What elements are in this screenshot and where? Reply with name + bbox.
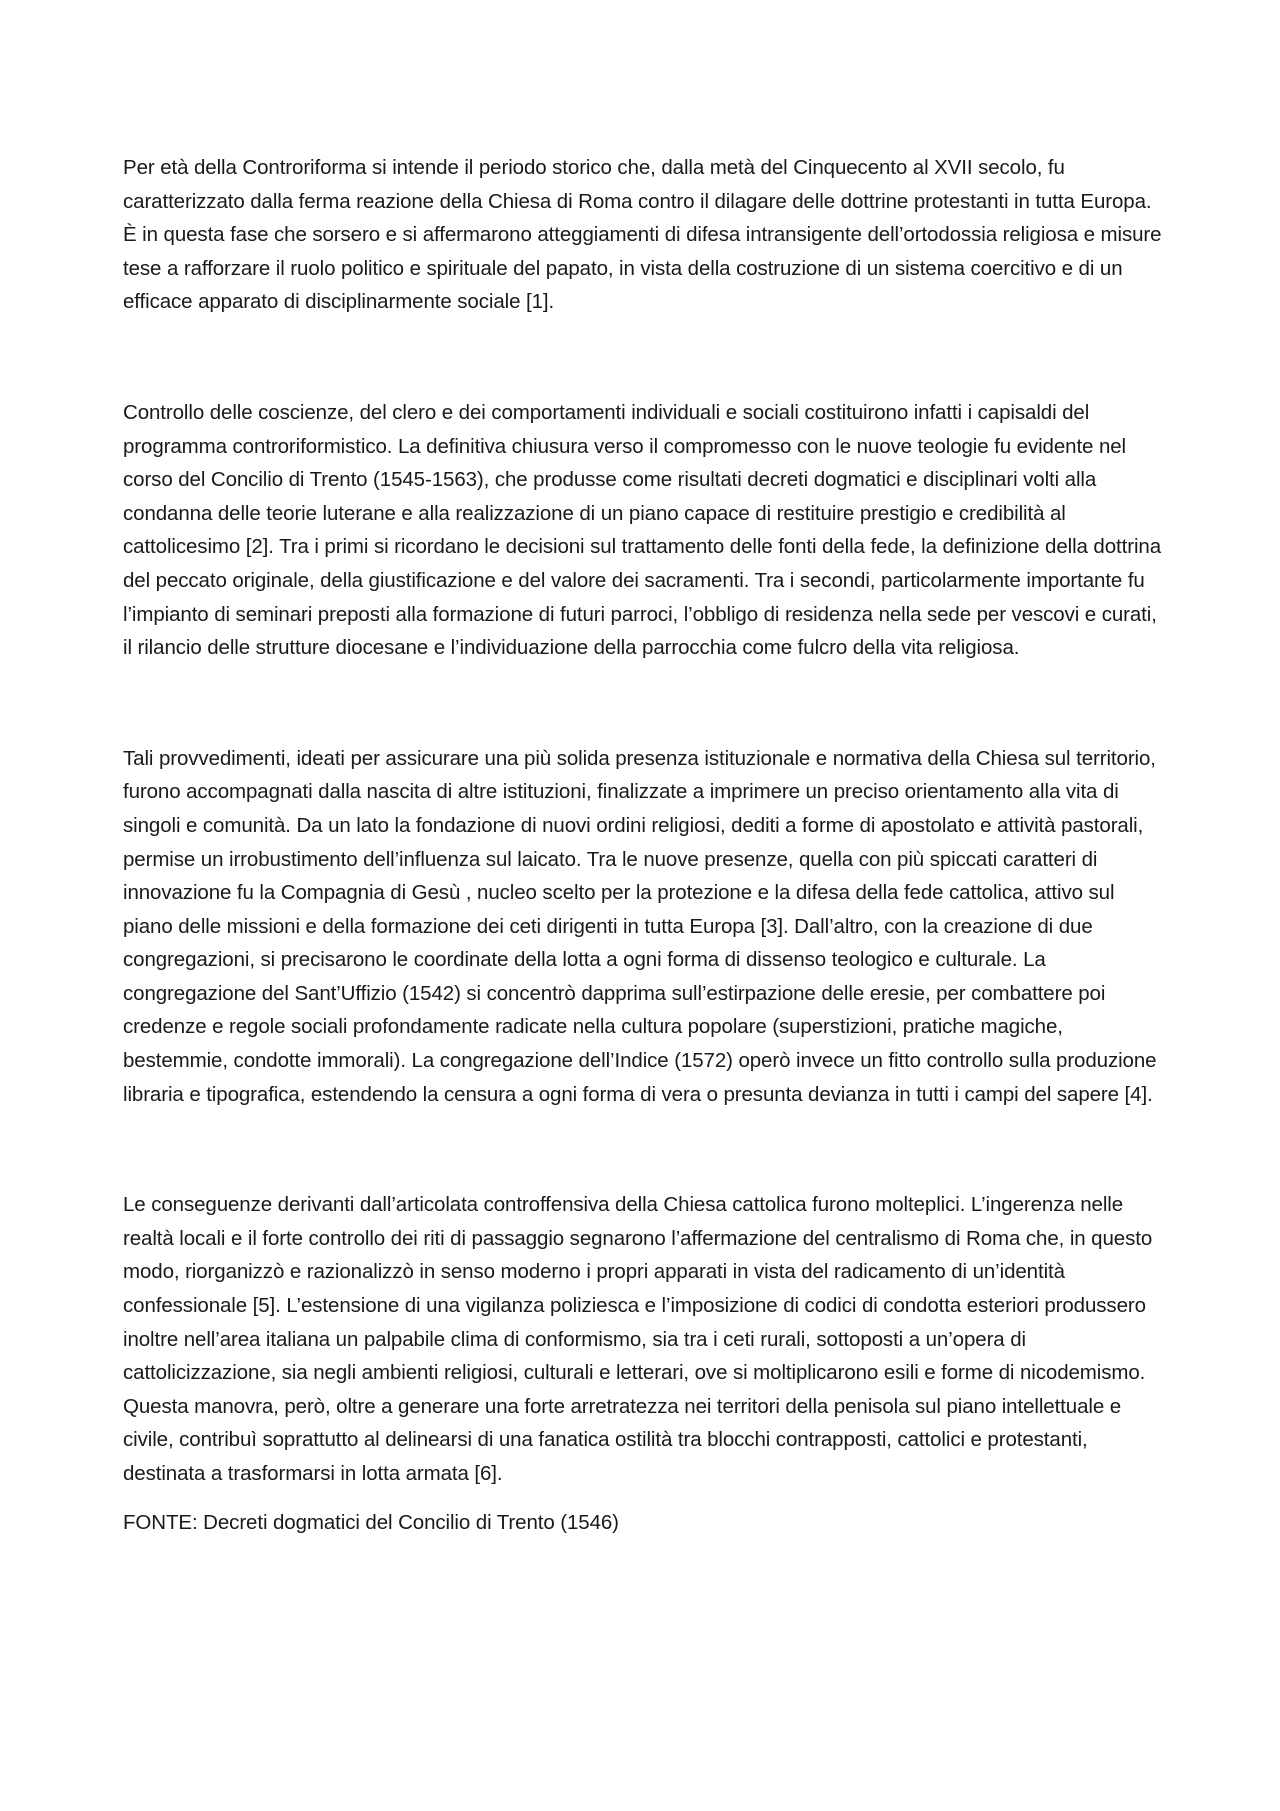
source-line: FONTE: Decreti dogmatici del Concilio di Trento (1546) [123, 1510, 619, 1534]
paragraph-intro: Per età della Controriforma si intende il periodo storico che, dalla metà del Cinquecento al XVII secolo, fu caratterizzato dalla ferma reazione della Chiesa di Roma contro il dilagare delle dottrine protestanti in tutta Europa. È in questa fase che sorsero e si affermarono atteggiamenti di difesa intransigente dell’ortodossia religiosa e misure tese a rafforzare il ruolo politico e spirituale del papato, in vista della costruzione di un sistema coercitivo e di un efficace apparato di disciplinarmente sociale [1]. [123, 156, 1162, 314]
paragraph-council-of-trent: Controllo delle coscienze, del clero e dei comportamenti individuali e sociali costituirono infatti i capisaldi del programma controriformistico. La definitiva chiusura verso il compromesso con le nuove teologie fu evidente nel corso del Concilio di Trento (1545-1563), che produsse come risultati decreti dogmatici e disciplinari volti alla condanna delle teorie luterane e alla realizzazione di un piano capace di restituire prestigio e credibilità al cattolicesimo [2]. Tra i primi si ricordano le decisioni sul trattamento delle fonti della fede, la definizione della dottrina del peccato originale, della giustificazione e del valore dei sacramenti. Tra i secondi, particolarmente importante fu l’impianto di seminari preposti alla formazione di futuri parroci, l’obbligo di residenza nella sede per vescovi e curati, il rilancio delle strutture diocesane e l’individuazione della parrocchia come fulcro della vita religiosa. [123, 400, 1161, 660]
paragraph-consequences: Le conseguenze derivanti dall’articolata controffensiva della Chiesa cattolica furono molteplici. L’ingerenza nelle realtà locali e il forte controllo dei riti di passaggio segnarono l’affermazione del centralismo di Roma che, in questo modo, riorganizzò e razionalizzò in senso moderno i propri apparati in vista del radicamento di un’identità confessionale [5]. L’estensione di una vigilanza poliziesca e l’imposizione di codici di condotta esteriori produssero inoltre nell’area italiana un palpabile clima di conformismo, sia tra i ceti rurali, sottoposti a un’opera di cattolicizzazione, sia negli ambienti religiosi, culturali e letterari, ove si moltiplicarono esili e forme di nicodemismo. Questa manovra, però, oltre a generare una forte arretratezza nei territori della penisola sul piano intellettuale e civile, contribuì soprattutto al delinearsi di una fanatica ostilità tra blocchi contrapposti, cattolici e protestanti, destinata a trasformarsi in lotta armata [6]. [123, 1193, 1153, 1485]
paragraph-institutions: Tali provvedimenti, ideati per assicurare una più solida presenza istituzionale e normativa della Chiesa sul territorio, furono accompagnati dalla nascita di altre istituzioni, finalizzate a imprimere un preciso orientamento alla vita di singoli e comunità. Da un lato la fondazione di nuovi ordini religiosi, dediti a forme di apostolato e attività pastorali, permise un irrobustimento dell’influenza sul laicato. Tra le nuove presenze, quella con più spiccati caratteri di innovazione fu la Compagnia di Gesù , nucleo scelto per la protezione e la difesa della fede cattolica, attivo sul piano delle missioni e della formazione dei ceti dirigenti in tutta Europa [3]. Dall’altro, con la creazione di due congregazioni, si precisarono le coordinate della lotta a ogni forma di dissenso teologico e culturale. La congregazione del Sant’Uffizio (1542) si concentrò dapprima sull’estirpazione delle eresie, per combattere poi credenze e regole sociali profondamente radicate nella cultura popolare (superstizioni, pratiche magiche, bestemmie, condotte immorali). La congregazione dell’Indice (1572) operò invece un fitto controllo sulla produzione libraria e tipografica, estendendo la censura a ogni forma di vera o presunta devianza in tutti i campi del sapere [4]. [123, 746, 1157, 1106]
document-page [123, 151, 1163, 1539]
